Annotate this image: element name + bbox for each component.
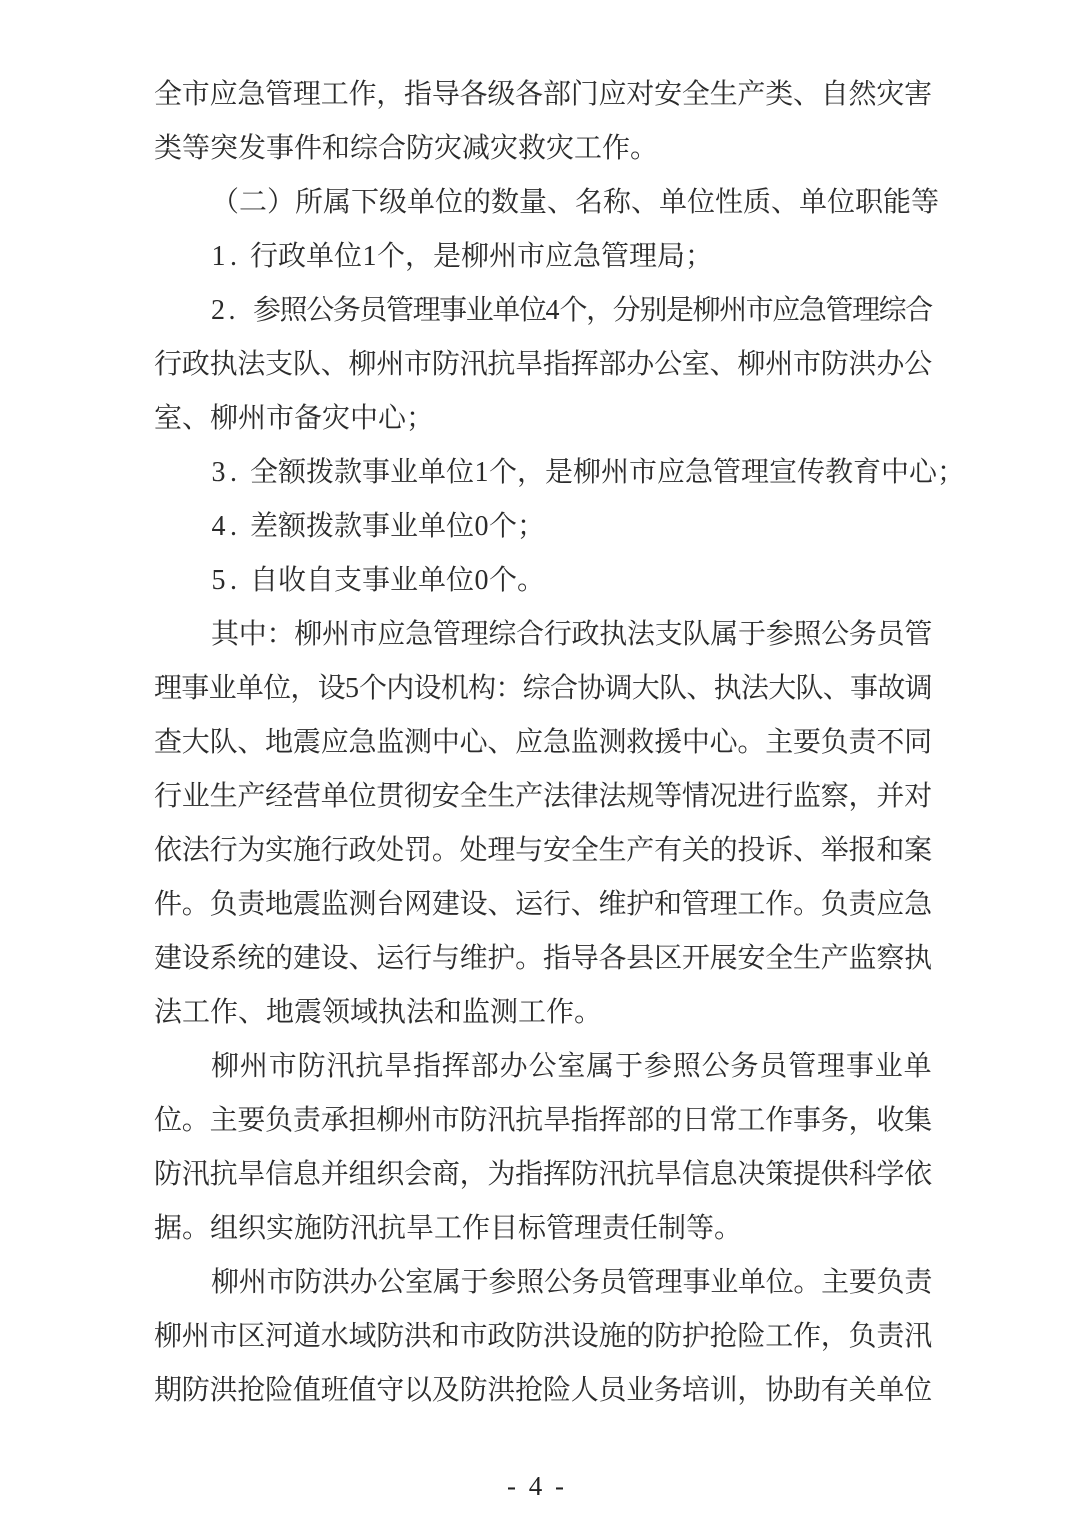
text-line: 行 政 执 法 支 队 、 柳 州 市 防 汛 抗 旱 指 挥 部 办 公 室 、 柳 州 市 防 洪 办 公 [154, 349, 933, 380]
text-line: 室、柳州市备灾中心； [154, 403, 435, 434]
text-line: 位 。 主 要 负 责 承 担 柳 州 市 防 汛 抗 旱 指 挥 部 的 日 常 工 作 事 务 ， 收 集 [154, 1105, 933, 1136]
text-line: 3 . 全额拨款事业单位1个，是柳州市应急管理宣传教育中心； [211, 457, 966, 488]
text-line: 据。组织实施防汛抗旱工作目标管理责任制等。 [154, 1213, 743, 1244]
text-line: 2 . 参 照 公 务 员 管 理 事 业 单 位 4 个 ， 分 别 是 柳 州 市 应 急 管 理 综 合 [211, 295, 934, 326]
text-line: 建 设 系 统 的 建 设 、 运 行 与 维 护 。 指 导 各 县 区 开 展 安 全 生 产 监 察 执 [154, 943, 933, 974]
text-line: 理 事 业 单 位 ， 设 5 个 内 设 机 构 ： 综 合 协 调 大 队 、 执 法 大 队 、 事 故 调 [154, 673, 933, 704]
text-line: 1 . 行政单位1个，是柳州市应急管理局； [211, 241, 714, 272]
text-line: 柳 州 市 防 汛 抗 旱 指 挥 部 办 公 室 属 于 参 照 公 务 员 管 理 事 业 单 [211, 1051, 932, 1082]
text-line: 期 防 洪 抢 险 值 班 值 守 以 及 防 洪 抢 险 人 员 业 务 培 训 ， 协 助 有 关 单 位 [154, 1375, 933, 1406]
document-body [154, 68, 966, 1418]
text-line: 行 业 生 产 经 营 单 位 贯 彻 安 全 生 产 法 律 法 规 等 情 况 进 行 监 察 ， 并 对 [154, 781, 933, 812]
text-line: 类等突发事件和综合防灾减灾救灾工作。 [154, 133, 659, 164]
text-line: 5 . 自收自支事业单位0个。 [211, 565, 546, 596]
text-line: 柳 州 市 防 洪 办 公 室 属 于 参 照 公 务 员 管 理 事 业 单 位 。 主 要 负 责 [211, 1267, 933, 1298]
text-line: （二）所属下级单位的数量、名称、单位性质、单位职能等 [211, 187, 940, 218]
page-number: - 4 - [507, 1471, 567, 1501]
text-line: 4 . 差额拨款事业单位0个； [211, 511, 546, 542]
text-line: 件 。 负 责 地 震 监 测 台 网 建 设 、 运 行 、 维 护 和 管 理 工 作 。 负 责 应 急 [154, 889, 933, 920]
text-line: 柳 州 市 区 河 道 水 域 防 洪 和 市 政 防 洪 设 施 的 防 护 抢 险 工 作 ， 负 责 汛 [154, 1321, 933, 1352]
text-line: 防 汛 抗 旱 信 息 并 组 织 会 商 ， 为 指 挥 防 汛 抗 旱 信 息 决 策 提 供 科 学 依 [154, 1159, 933, 1190]
text-line: 全 市 应 急 管 理 工 作 ， 指 导 各 级 各 部 门 应 对 安 全 生 产 类 、 自 然 灾 害 [154, 79, 933, 110]
text-line: 法工作、地震领域执法和监测工作。 [154, 997, 603, 1028]
text-line: 依 法 行 为 实 施 行 政 处 罚 。 处 理 与 安 全 生 产 有 关 的 投 诉 、 举 报 和 案 [154, 835, 933, 866]
text-line: 其 中 ： 柳 州 市 应 急 管 理 综 合 行 政 执 法 支 队 属 于 参 照 公 务 员 管 [211, 619, 933, 650]
text-line: 查 大 队 、 地 震 应 急 监 测 中 心 、 应 急 监 测 救 援 中 心 。 主 要 负 责 不 同 [154, 727, 933, 758]
